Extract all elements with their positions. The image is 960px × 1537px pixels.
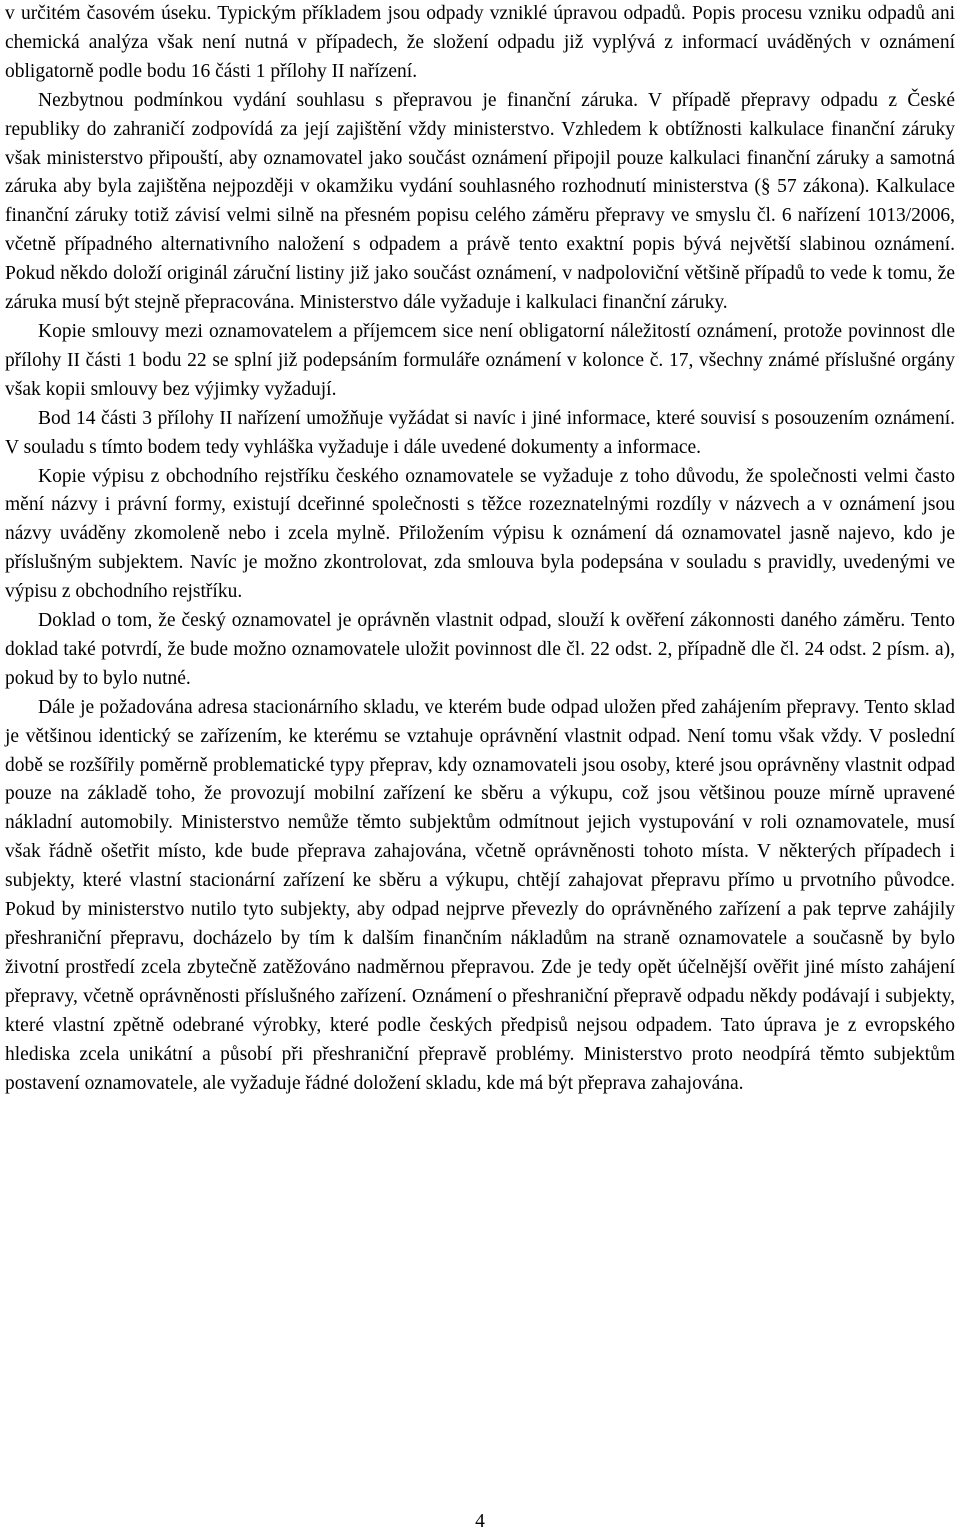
paragraph-ownership-proof: Doklad o tom, že český oznamovatel je oprávněn vlastnit odpad, slouží k ověření zákonnosti daného záměru. Tento doklad také potvrdí, že bude možno oznamovatele uložit povinnost dle čl. 22 odst. 2, případně dle čl. 24 odst. 2 písm. a), pokud by to bylo nutné.	[5, 610, 955, 689]
paragraph-additional-information: Bod 14 části 3 přílohy II nařízení umožňuje vyžádat si navíc i jiné informace, které souvisí s posouzením oznámení. V souladu s tímto bodem tedy vyhláška vyžaduje i dále uvedené dokumenty a informace.	[5, 407, 955, 458]
paragraph-financial-guarantee: Nezbytnou podmínkou vydání souhlasu s přepravou je finanční záruka. V případě přepravy odpadu z České republiky do zahraničí zodpovídá za její zajištění vždy ministerstvo. Vzhledem k obtížnosti kalkulace finanční záruky však ministerstvo připouští, aby oznamovatel jako součást oznámení připojil pouze kalkulaci finanční záruky a samotná záruka aby byla zajištěna nejpozději v okamžiku vydání souhlasného rozhodnutí ministerstva (§ 57 zákona). Kalkulace finanční záruky totiž závisí velmi silně na přesném popisu celého záměru přepravy ve smyslu čl. 6 nařízení 1013/2006, včetně případného alternativního naložení s odpadem a právě tento exaktní popis bývá největší slabinou oznámení. Pokud někdo doloží originál záruční listiny již jako součást oznámení, v nadpoloviční většině případů to vede k tomu, že záruka musí být stejně přepracována. Ministerstvo dále vyžaduje i kalkulaci finanční záruky.	[5, 89, 955, 314]
paragraph-contract-copy: Kopie smlouvy mezi oznamovatelem a příjemcem sice není obligatorní náležitostí oznámení, protože povinnost dle přílohy II části 1 bodu 22 se splní již podepsáním formuláře oznámení v kolonce č. 17, všechny známé příslušné orgány však kopii smlouvy bez výjimky vyžadují.	[5, 320, 955, 400]
page-number: 4	[475, 1511, 485, 1532]
document-page	[5, 0, 955, 1537]
paragraph-storage-address: Dále je požadována adresa stacionárního skladu, ve kterém bude odpad uložen před zahájením přepravy. Tento sklad je většinou identický se zařízením, ke kterému se vztahuje oprávnění vlastnit odpad. Není tomu však vždy. V poslední době se rozšířily poměrně problematické typy přeprav, kdy oznamovateli jsou osoby, které jsou oprávněny vlastnit odpad pouze na základě toho, že provozují mobilní zařízení ke sběru a výkupu, což jsou většinou pouze mírně upravené nákladní automobily. Ministerstvo nemůže těmto subjektům odmítnout jejich vystupování v roli oznamovatele, musí však řádně ošetřit místo, kde bude přeprava zahajována, včetně oprávněnosti tohoto místa. V některých případech i subjekty, které vlastní stacionární zařízení ke sběru a výkupu, chtějí zahajovat přepravu přímo u prvotního původce. Pokud by ministerstvo nutilo tyto subjekty, aby odpad nejprve převezly do oprávněného zařízení a pak teprve zahájily přeshraniční přepravu, docházelo by tím k dalším finančním nákladům na straně oznamovatele a současně by bylo životní prostředí zcela zbytečně zatěžováno nadměrnou přepravou. Zde je tedy opět účelnější ověřit jiné místo zahájení přepravy, včetně oprávněnosti příslušného zařízení. Oznámení o přeshraniční přepravě odpadu někdy podávají i subjekty, které vlastní zpětně odebrané výrobky, které podle českých předpisů nejsou odpadem. Tato úprava je z evropského hlediska zcela unikátní a působí při přeshraniční přepravě problémy. Ministerstvo proto neodpírá těmto subjektům postavení oznamovatele, ale vyžaduje řádné doložení skladu, kde má být přeprava zahajována.	[5, 696, 955, 1094]
document-body	[5, 0, 955, 1098]
paragraph-commercial-register: Kopie výpisu z obchodního rejstříku českého oznamovatele se vyžaduje z toho důvodu, že společnosti velmi často mění názvy i právní formy, existují dceřinné společnosti s těžce rozeznatelnými rozdíly v názvech a v oznámení jsou názvy uváděny zkomoleně nebo i zcela mylně. Přiložením výpisu k oznámení dá oznamovatel jasně najevo, kdo je příslušným subjektem. Navíc je možno zkontrolovat, zda smlouva byla podepsána v souladu s pravidly, uvedenými ve výpisu z obchodního rejstříku.	[5, 465, 955, 603]
paragraph-continuation: v určitém časovém úseku. Typickým příkladem jsou odpady vzniklé úpravou odpadů. Popis procesu vzniku odpadů ani chemická analýza však není nutná v případech, že složení odpadu již vyplývá z informací uváděných v oznámení obligatorně podle bodu 16 části 1 přílohy II nařízení.	[5, 3, 955, 82]
